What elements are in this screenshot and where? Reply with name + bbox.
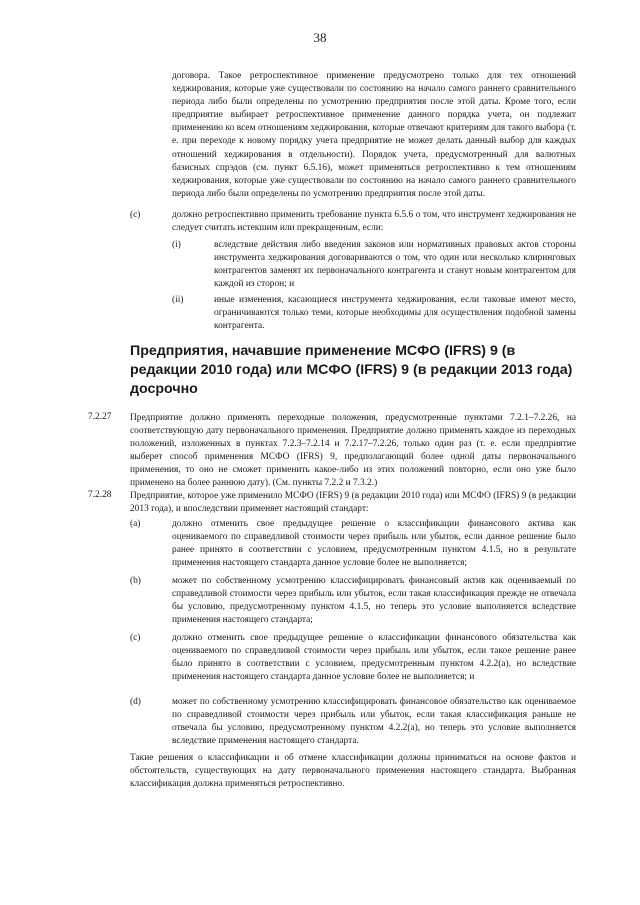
list-item-text: может по собственному усмотрению классифицировать финансовый актив как оцениваемый по справедливой стоимости через прибыль или убыток, если такая классификация прежде не отвечала бы условию, предусмотренному пунктом 4.1.5, но теперь это условие выполняется вследствие применения настоящего стандарта; <box>172 576 576 626</box>
paragraph-7-2-28: Предприятие, которое уже применило МСФО (IFRS) 9 (в редакции 2010 года) или МСФО (IFRS) 9 (в редакции 2013 года), и впоследствии применяет настоящий стандарт: <box>130 491 576 515</box>
list-item-text: должно ретроспективно применить требование пункта 6.5.6 о том, что инструмент хеджирования не следует считать истекшим или прекращенным, если: <box>172 210 576 234</box>
section-heading: Предприятия, начавшие применение МСФО (IFRS) 9 (в редакции 2010 года) или МСФО (IFRS) 9 (в редакции 2013 года) досрочно <box>130 343 573 397</box>
list-item-text: может по собственному усмотрению классифицировать финансовое обязательство как оцениваемое по справедливой стоимости через прибыль или убыток, если такая классификация раньше не отвечала бы условию, предусмотренному пунктом 4.2.2(a), но теперь это условие выполняется вследствие применения настоящего стандарта. <box>172 697 576 747</box>
list-marker: (ii) <box>172 295 184 305</box>
closing-paragraph: Такие решения о классификации и об отмене классификации должны приниматься на основе фактов и обстоятельств, существующих на дату первоначального применения настоящего стандарта. Выбранная классификация должна применяться ретроспективно. <box>130 753 576 790</box>
paragraph-number: 7.2.27 <box>88 412 112 422</box>
list-item-text: вследствие действия либо введения законов или нормативных правовых актов стороны инструмента хеджирования договариваются о том, что один или несколько клиринговых контрагентов заменят их первоначального контрагента и станут новым контрагентом для каждой из сторон; и <box>214 240 576 290</box>
list-item-text: иные изменения, касающиеся инструмента хеджирования, если таковые имеют место, ограничиваются только теми, которые необходимы для осуществления подобной замены контрагента. <box>214 295 576 332</box>
intro-paragraph: договора. Такое ретроспективное применение предусмотрено только для тех отношений хеджирования, которые уже существовали по состоянию на начало самого раннего сравнительного периода либо были определены по усмотрению предприятия после этой даты. Кроме того, если предприятие выбирает ретроспективное применение данного порядка учета, он подлежит применению ко всем отношениям хеджирования, которые отвечают критериям для такого выбора (т. е. при переходе к новому порядку учета предприятие не может делать данный выбор для каждых отношений хеджирования в отдельности). Порядок учета, предусмотренный для валютных базисных спрэдов (см. пункт 6.5.16), может применяться ретроспективно к тем отношениям хеджирования, которые уже существовали по состоянию на начало самого раннего сравнительного периода либо были определены по усмотрению предприятия после этой даты. <box>172 71 576 199</box>
list-marker: (c) <box>130 210 141 220</box>
list-marker: (c) <box>130 633 141 643</box>
list-marker: (a) <box>130 519 141 529</box>
list-marker: (b) <box>130 576 141 586</box>
list-item-text: должно отменить свое предыдущее решение о классификации финансового актива как оцениваемого по справедливой стоимости через прибыль или убыток, если данное решение было ранее принято в соответствии с условием, предусмотренным пунктом 4.1.5, но в результате применения настоящего стандарта данное условие более не выполняется; <box>172 519 576 569</box>
list-marker: (d) <box>130 697 141 707</box>
paragraph-7-2-27: Предприятие должно применять переходные положения, предусмотренные пунктами 7.2.1–7.2.26, на соответствующую дату первоначального применения. Предприятие должно применять каждое из переходных положений, изложенных в пунктах 7.2.3–7.2.14 и 7.2.17–7.2.26, только один раз (т. е. если предприятие выберет способ применения МСФО (IFRS) 9, предполагающий более одной даты первоначального применения, то оно не сможет применить какое-либо из этих положений повторно, если оно уже было применено на более раннюю дату). (См. пункты 7.2.2 и 7.3.2.) <box>130 413 576 489</box>
paragraph-number: 7.2.28 <box>88 490 112 500</box>
list-marker: (i) <box>172 240 181 250</box>
page-number: 38 <box>313 30 327 45</box>
list-item-text: должно отменить свое предыдущее решение о классификации финансового обязательства как оцениваемого по справедливой стоимости через прибыль или убыток, если такое решение ранее было принято в соответствии с условием, предусмотренным пунктом 4.2.2(a), но вследствие применения настоящего стандарта данное условие более не выполняется; и <box>172 633 576 683</box>
